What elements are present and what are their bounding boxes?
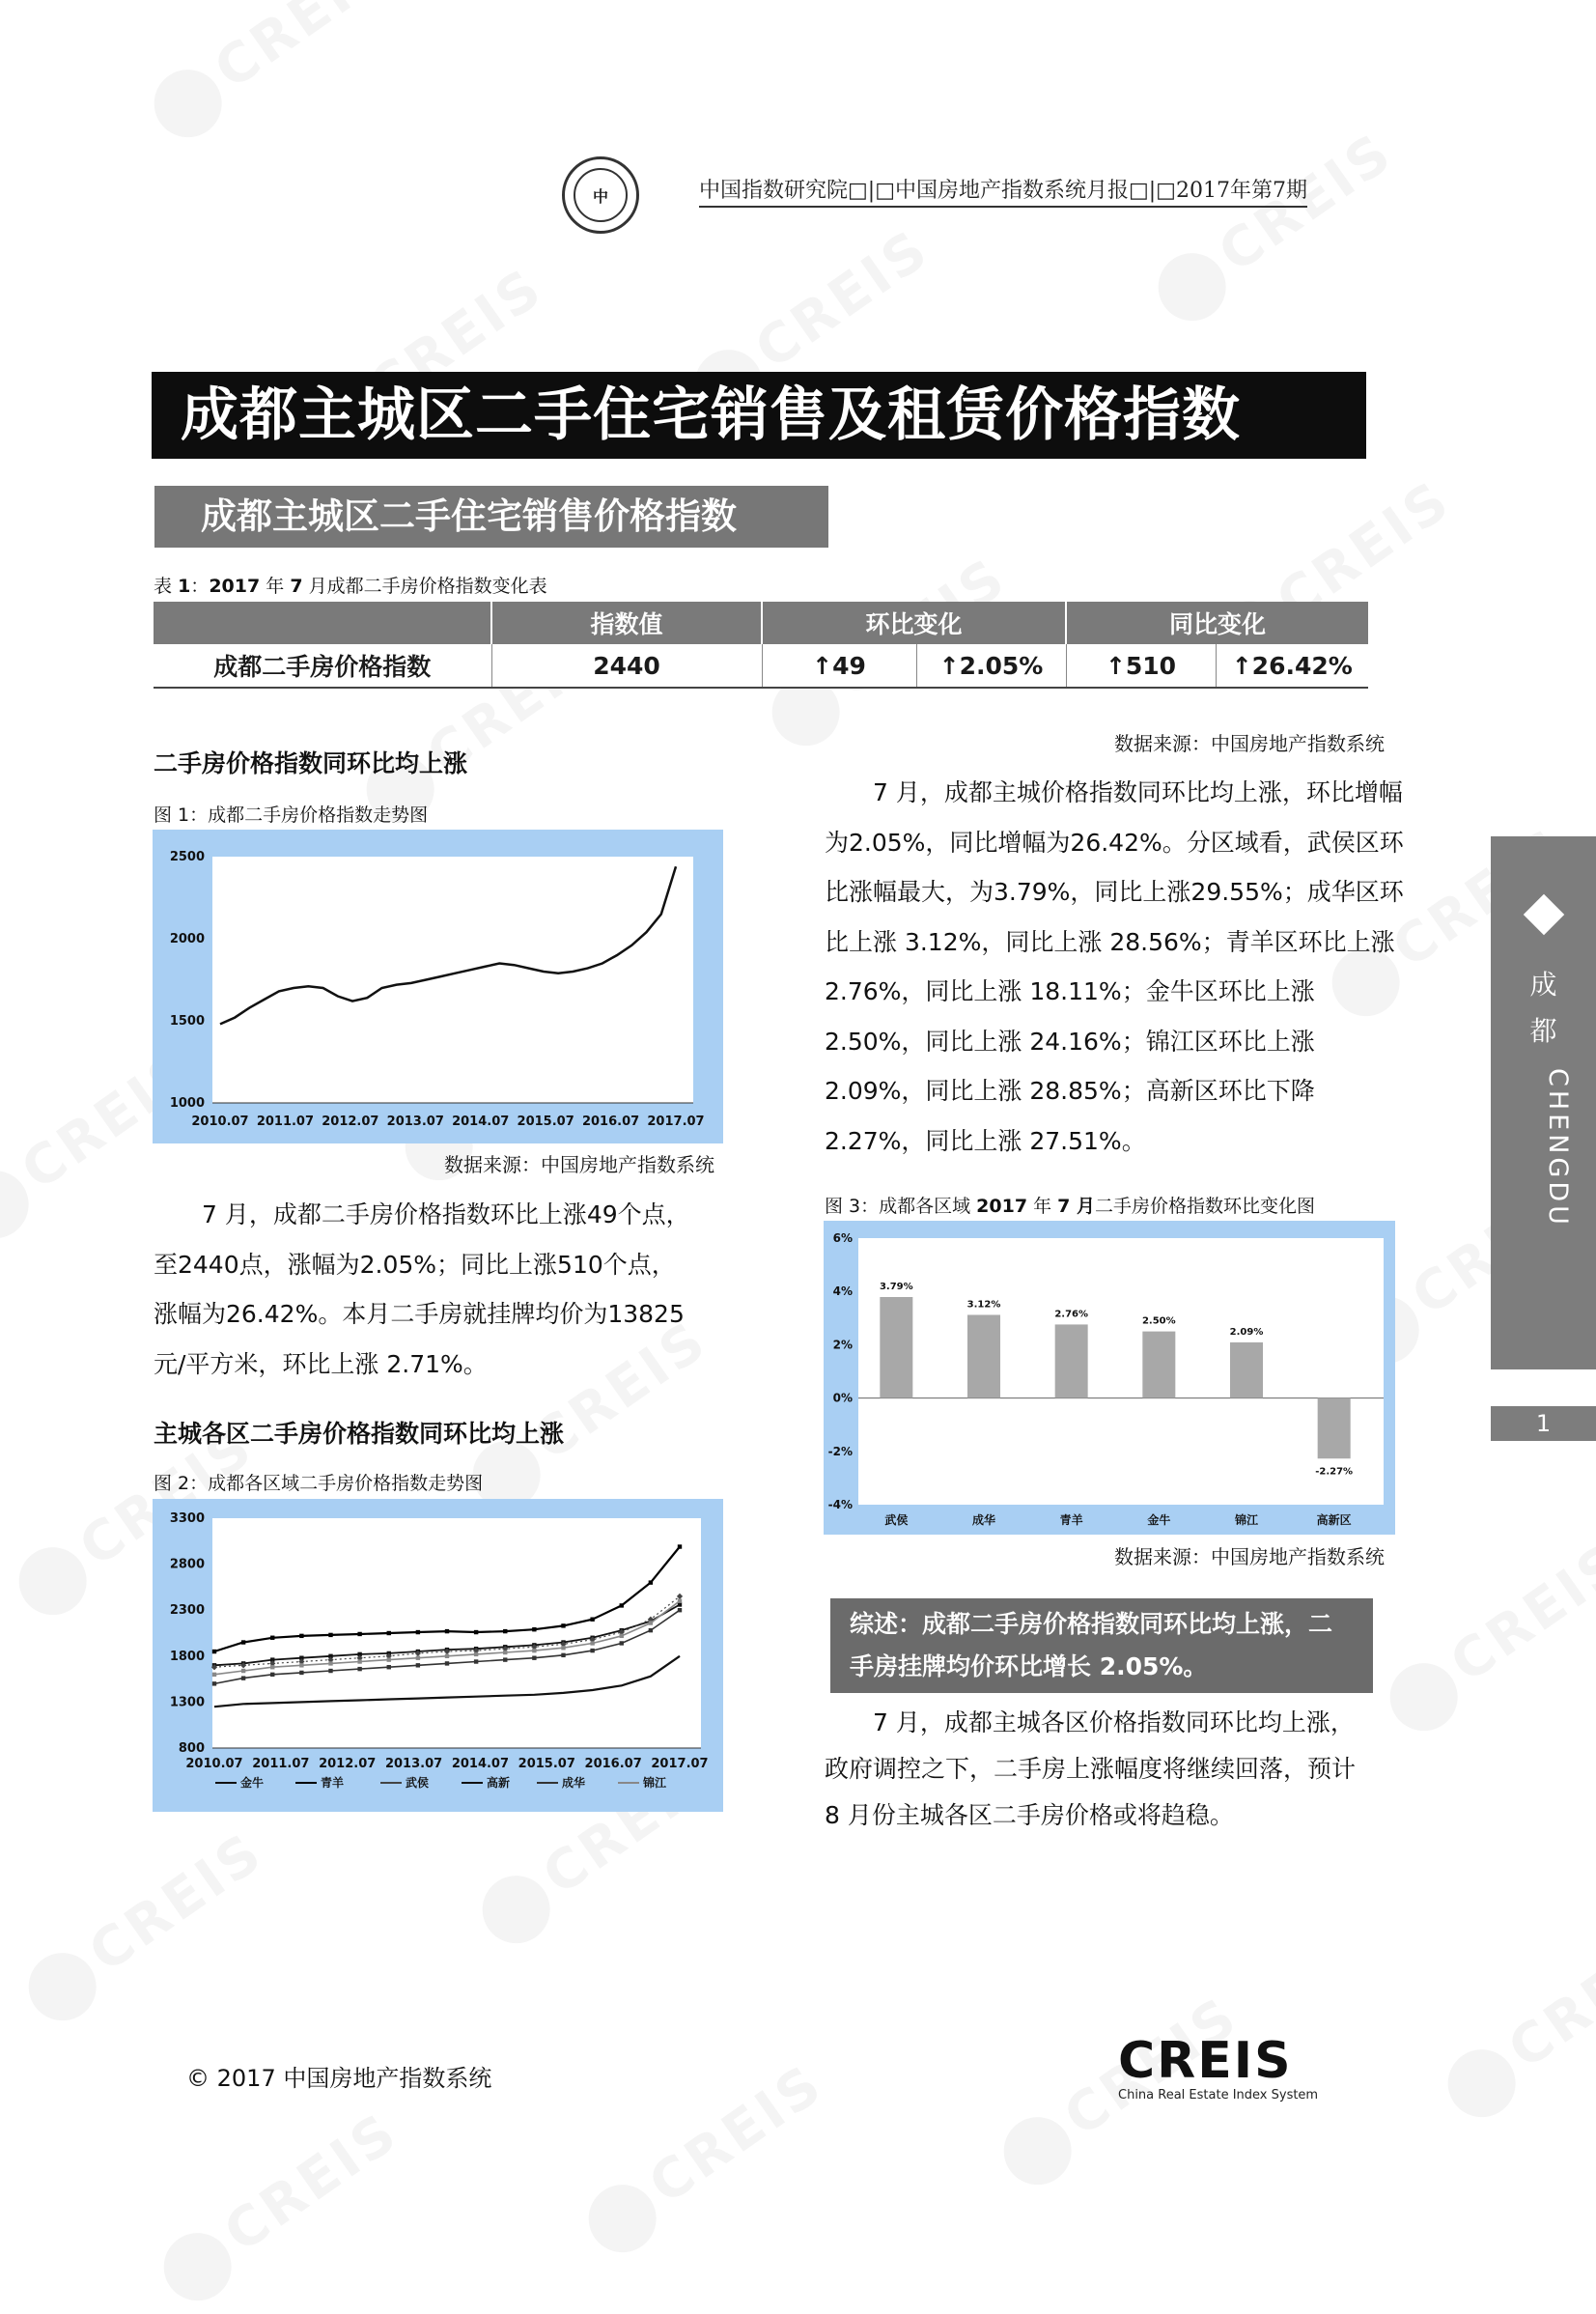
series-point: [270, 1665, 274, 1669]
figure3-caption: 图 3：成都各区域 2017 年 7 月二手房价格指数环比变化图: [825, 1196, 1316, 1217]
bar-data-label: 2.09%: [1229, 1326, 1264, 1338]
series-point: [561, 1653, 565, 1657]
y-tick-label: 3300: [169, 1511, 205, 1526]
running-head: 中国指数研究院□|□中国房地产指数系统月报□|□2017年第7期: [699, 174, 1307, 208]
series-point: [270, 1673, 274, 1677]
diamond-icon: [1524, 894, 1564, 935]
watermark: [1434, 1917, 1596, 2131]
x-tick-label: 2015.07: [517, 1115, 574, 1129]
series-point: [328, 1669, 332, 1673]
main-title: 成都主城区二手住宅销售及租赁价格指数: [152, 372, 1366, 459]
watermark: [150, 2101, 413, 2314]
figure2-caption: 图 2：成都各区域二手房价格指数走势图: [154, 1473, 484, 1494]
watermark: [574, 2052, 838, 2266]
figure1-chart: [153, 830, 723, 1143]
series-point: [328, 1633, 332, 1637]
bar-data-label: 3.12%: [966, 1299, 1001, 1311]
series-point: [620, 1603, 624, 1607]
header-cell-empty: [154, 602, 491, 644]
y-tick-label: 1000: [169, 1096, 205, 1111]
legend-label: 青羊: [321, 1776, 345, 1790]
legend-label: 金牛: [240, 1776, 265, 1790]
x-tick-label: 2013.07: [386, 1115, 444, 1129]
side-city-cn: 成 都: [1529, 969, 1557, 1047]
series-point: [241, 1640, 245, 1644]
series-point: [387, 1665, 391, 1669]
figure1-svg: [153, 830, 723, 1143]
figure1-caption: 图 1：成都二手房价格指数走势图: [154, 804, 429, 826]
series-point: [474, 1630, 478, 1634]
y-tick-label: -4%: [827, 1498, 853, 1511]
watermark: [14, 1820, 278, 2034]
y-tick-label: 6%: [832, 1231, 853, 1245]
bar-成华: [967, 1314, 1000, 1397]
watermark: [140, 0, 404, 151]
series-point: [474, 1659, 478, 1663]
series-point: [357, 1632, 361, 1636]
heading-yoy-mom-rise: 二手房价格指数同环比均上涨: [154, 749, 468, 777]
plot-area: [212, 857, 693, 1103]
figure3-source: 数据来源：中国房地产指数系统: [1114, 1545, 1385, 1568]
x-tick-label: 2017.07: [647, 1115, 705, 1129]
y-tick-label: 800: [178, 1741, 205, 1756]
watermark: [1144, 121, 1408, 334]
x-category-label: 金牛: [1147, 1513, 1171, 1527]
x-category-label: 武侯: [884, 1513, 909, 1527]
institute-seal-logo: [562, 156, 639, 234]
x-category-label: 青羊: [1059, 1513, 1083, 1527]
bar-data-label: -2.27%: [1315, 1466, 1354, 1478]
legend-label: 高新: [487, 1776, 511, 1790]
y-tick-label: 4%: [832, 1284, 853, 1299]
series-point: [299, 1634, 303, 1638]
series-point: [561, 1646, 565, 1650]
figure3-chart: [824, 1221, 1395, 1535]
y-tick-label: 2000: [169, 932, 205, 946]
y-tick-label: 2%: [832, 1338, 853, 1352]
city-side-tab: [1491, 836, 1596, 1369]
mom-points: ↑49: [762, 644, 916, 688]
y-tick-label: 1500: [169, 1014, 205, 1029]
summary-box: 综述：成都二手房价格指数同环比均上涨，二手房挂牌均价环比增长 2.05%。: [830, 1598, 1373, 1693]
seal-center: 中: [574, 168, 628, 222]
series-point: [445, 1661, 449, 1665]
x-tick-label: 2010.07: [191, 1115, 249, 1129]
mom-percent: ↑2.05%: [916, 644, 1066, 688]
series-point: [532, 1649, 536, 1652]
series-point: [387, 1631, 391, 1635]
series-point: [416, 1663, 420, 1667]
series-point: [241, 1676, 245, 1679]
series-point: [445, 1654, 449, 1658]
watermark: [1376, 1531, 1596, 1744]
series-point: [649, 1628, 653, 1632]
series-point: [270, 1636, 274, 1640]
series-point: [416, 1630, 420, 1634]
bar-青羊: [1055, 1324, 1088, 1397]
series-point: [590, 1649, 594, 1652]
row-label: 成都二手房价格指数: [154, 644, 491, 688]
x-tick-label: 2014.07: [451, 1757, 510, 1771]
index-value: 2440: [491, 644, 762, 688]
bar-data-label: 2.50%: [1141, 1315, 1176, 1327]
heading-district-rise: 主城各区二手房价格指数同环比均上涨: [154, 1420, 565, 1448]
x-tick-label: 2011.07: [256, 1115, 315, 1129]
y-tick-label: 2300: [169, 1603, 205, 1619]
series-point: [299, 1663, 303, 1667]
y-tick-label: 2500: [169, 850, 205, 864]
paragraph-outlook: 7 月，成都主城各区价格指数同环比均上涨，政府调控之下，二手房上涨幅度将继续回落，预计8 月份主城各区二手房价格或将趋稳。: [825, 1708, 1357, 1829]
figure1-source: 数据来源：中国房地产指数系统: [444, 1153, 714, 1176]
y-tick-label: 0%: [832, 1391, 853, 1405]
series-point: [678, 1602, 682, 1606]
page-number: 1: [1491, 1406, 1596, 1441]
paragraph-summary-left: 7 月，成都二手房价格指数环比上涨49个点，至2440点，涨幅为2.05%；同比上涨510个点，涨幅为26.42%。本月二手房就挂牌均价为13825元/平方米，环比上涨 2.71%。: [154, 1200, 690, 1378]
section-title: 成都主城区二手住宅销售价格指数: [154, 486, 828, 548]
figure2-svg: [153, 1499, 723, 1812]
x-tick-label: 2013.07: [384, 1757, 443, 1771]
plot-area: [858, 1238, 1384, 1505]
figure3-svg: [824, 1221, 1395, 1535]
series-point: [416, 1656, 420, 1660]
legend-label: 锦江: [643, 1776, 667, 1790]
footer-copyright: © 2017 中国房地产指数系统: [186, 2065, 492, 2092]
figure2-chart: [153, 1499, 723, 1812]
series-point: [241, 1669, 245, 1673]
bar-锦江: [1230, 1342, 1263, 1398]
series-point: [357, 1667, 361, 1671]
x-tick-label: 2016.07: [584, 1757, 642, 1771]
table1-source: 数据来源：中国房地产指数系统: [1114, 732, 1385, 755]
x-tick-label: 2011.07: [252, 1757, 310, 1771]
bar-data-label: 3.79%: [879, 1281, 913, 1292]
yoy-percent: ↑26.42%: [1216, 644, 1368, 688]
series-point: [678, 1544, 682, 1548]
table1-caption: 表 1：2017 年 7 月成都二手房价格指数变化表: [154, 576, 547, 597]
y-tick-label: 2800: [169, 1557, 205, 1572]
x-tick-label: 2015.07: [518, 1757, 575, 1771]
x-tick-label: 2017.07: [651, 1757, 709, 1771]
bar-data-label: 2.76%: [1054, 1309, 1089, 1320]
series-point: [561, 1623, 565, 1627]
series-point: [387, 1657, 391, 1661]
series-point: [212, 1681, 216, 1685]
series-point: [212, 1673, 216, 1677]
series-point: [474, 1652, 478, 1656]
series-point: [503, 1629, 507, 1633]
bar-高新区: [1318, 1398, 1351, 1459]
x-tick-label: 2010.07: [185, 1757, 243, 1771]
x-category-label: 成华: [971, 1513, 996, 1527]
header-index-value: 指数值: [491, 602, 762, 644]
header-mom-change: 环比变化: [762, 602, 1066, 644]
series-point: [649, 1580, 653, 1584]
series-point: [503, 1657, 507, 1661]
y-tick-label: 1800: [169, 1649, 205, 1664]
series-point: [678, 1608, 682, 1612]
series-point: [620, 1634, 624, 1638]
header-yoy-change: 同比变化: [1066, 602, 1368, 644]
creis-logo: CREIS China Real Estate Index System: [1118, 2032, 1319, 2102]
x-tick-label: 2012.07: [319, 1757, 377, 1771]
table-row: [154, 644, 1368, 688]
x-category-label: 锦江: [1234, 1513, 1259, 1527]
legend-label: 成华: [562, 1776, 586, 1790]
paragraph-district-analysis: 7 月，成都主城价格指数同环比均上涨，环比增幅为2.05%，同比增幅为26.42%。分区域看，武侯区环比涨幅最大，为3.79%，同比上涨29.55%；成华区环比上涨 3.12%，同比上涨 28.56%；青羊区环比上涨 2.76%，同比上涨 18.11%；金牛区环比上涨 2.50%，同比上涨 24.16%；锦江区环比上涨 2.09%，同比上涨 28.85%；高新区环比下降 2.27%，同比上涨 27.51%。: [825, 778, 1404, 1155]
y-tick-label: 1300: [169, 1695, 205, 1710]
series-point: [357, 1659, 361, 1663]
series-point: [299, 1671, 303, 1675]
table-header-row: [154, 602, 1368, 644]
bar-金牛: [1142, 1332, 1175, 1398]
series-point: [212, 1650, 216, 1653]
series-point: [620, 1641, 624, 1645]
series-point: [503, 1651, 507, 1654]
bar-武侯: [880, 1297, 912, 1398]
legend-label: 武侯: [406, 1776, 430, 1790]
series-point: [532, 1627, 536, 1631]
x-tick-label: 2016.07: [581, 1115, 640, 1129]
price-index-table: [154, 602, 1368, 689]
x-tick-label: 2012.07: [322, 1115, 379, 1129]
series-point: [328, 1661, 332, 1665]
series-point: [445, 1629, 449, 1633]
series-point: [678, 1598, 682, 1602]
series-point: [590, 1641, 594, 1645]
series-point: [649, 1621, 653, 1624]
side-city-en: CHENGDU: [1543, 1068, 1573, 1228]
yoy-points: ↑510: [1066, 644, 1216, 688]
x-tick-label: 2014.07: [452, 1115, 510, 1129]
series-point: [590, 1618, 594, 1622]
x-category-label: 高新区: [1316, 1513, 1352, 1527]
y-tick-label: -2%: [827, 1444, 853, 1458]
series-point: [532, 1656, 536, 1660]
